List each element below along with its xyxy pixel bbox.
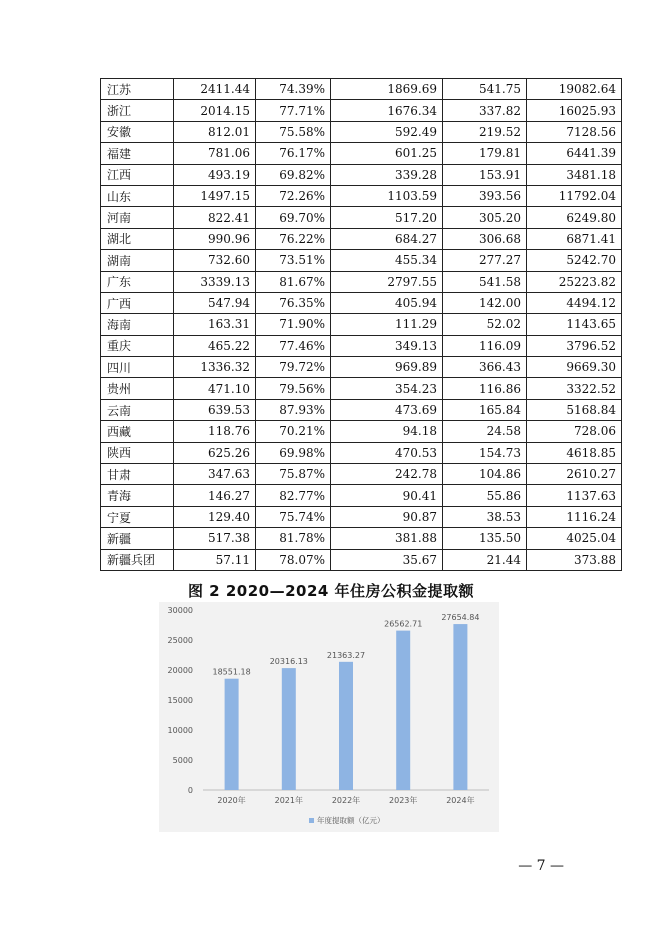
- chart-area: [159, 602, 499, 832]
- value-cell: 69.98%: [256, 442, 331, 463]
- value-cell: 969.89: [331, 357, 443, 378]
- region-cell: 海南: [101, 314, 174, 335]
- value-cell: 129.40: [174, 506, 256, 527]
- value-cell: 35.67: [331, 549, 443, 570]
- value-cell: 732.60: [174, 250, 256, 271]
- value-cell: 470.53: [331, 442, 443, 463]
- table-row: [101, 228, 622, 249]
- value-cell: 373.88: [527, 549, 622, 570]
- value-cell: 165.84: [443, 399, 527, 420]
- value-cell: 179.81: [443, 143, 527, 164]
- bar: [225, 679, 239, 790]
- value-cell: 7128.56: [527, 121, 622, 142]
- region-cell: 福建: [101, 143, 174, 164]
- y-tick-label: 5000: [172, 756, 193, 765]
- bar: [339, 662, 353, 790]
- value-cell: 57.11: [174, 549, 256, 570]
- region-cell: 浙江: [101, 100, 174, 121]
- value-cell: 142.00: [443, 292, 527, 313]
- region-cell: 广西: [101, 292, 174, 313]
- value-cell: 76.17%: [256, 143, 331, 164]
- value-cell: 55.86: [443, 485, 527, 506]
- value-cell: 990.96: [174, 228, 256, 249]
- bar: [453, 624, 467, 790]
- value-cell: 465.22: [174, 335, 256, 356]
- value-cell: 154.73: [443, 442, 527, 463]
- value-cell: 72.26%: [256, 185, 331, 206]
- region-cell: 湖南: [101, 250, 174, 271]
- value-cell: 601.25: [331, 143, 443, 164]
- value-cell: 473.69: [331, 399, 443, 420]
- value-cell: 547.94: [174, 292, 256, 313]
- value-cell: 4025.04: [527, 528, 622, 549]
- value-cell: 90.41: [331, 485, 443, 506]
- table-row: [101, 528, 622, 549]
- value-cell: 71.90%: [256, 314, 331, 335]
- value-cell: 77.71%: [256, 100, 331, 121]
- table-row: [101, 442, 622, 463]
- value-cell: 111.29: [331, 314, 443, 335]
- region-cell: 贵州: [101, 378, 174, 399]
- region-cell: 广东: [101, 271, 174, 292]
- region-cell: 湖北: [101, 228, 174, 249]
- x-tick-label: 2020年: [217, 796, 246, 805]
- region-cell: 河南: [101, 207, 174, 228]
- value-cell: 76.22%: [256, 228, 331, 249]
- value-cell: 163.31: [174, 314, 256, 335]
- value-cell: 75.58%: [256, 121, 331, 142]
- x-tick-label: 2024年: [446, 796, 475, 805]
- value-cell: 781.06: [174, 143, 256, 164]
- value-cell: 812.01: [174, 121, 256, 142]
- value-cell: 9669.30: [527, 357, 622, 378]
- y-tick-label: 25000: [167, 636, 193, 645]
- table-row: [101, 79, 622, 100]
- table-row: [101, 143, 622, 164]
- value-cell: 77.46%: [256, 335, 331, 356]
- value-cell: 3339.13: [174, 271, 256, 292]
- value-cell: 337.82: [443, 100, 527, 121]
- data-label: 26562.71: [384, 619, 423, 629]
- region-cell: 江西: [101, 164, 174, 185]
- value-cell: 118.76: [174, 421, 256, 442]
- value-cell: 822.41: [174, 207, 256, 228]
- region-cell: 新疆兵团: [101, 549, 174, 570]
- table-row: [101, 485, 622, 506]
- value-cell: 242.78: [331, 464, 443, 485]
- region-cell: 重庆: [101, 335, 174, 356]
- value-cell: 493.19: [174, 164, 256, 185]
- region-cell: 云南: [101, 399, 174, 420]
- table-row: [101, 335, 622, 356]
- value-cell: 6871.41: [527, 228, 622, 249]
- table-row: [101, 421, 622, 442]
- table-row: [101, 164, 622, 185]
- value-cell: 1497.15: [174, 185, 256, 206]
- value-cell: 639.53: [174, 399, 256, 420]
- table-row: [101, 314, 622, 335]
- value-cell: 1143.65: [527, 314, 622, 335]
- value-cell: 2411.44: [174, 79, 256, 100]
- x-tick-label: 2022年: [331, 796, 361, 805]
- bar-chart: [159, 602, 499, 832]
- value-cell: 3481.18: [527, 164, 622, 185]
- value-cell: 69.70%: [256, 207, 331, 228]
- value-cell: 75.74%: [256, 506, 331, 527]
- figure-title: 图 2 2020—2024 年住房公积金提取额: [187, 582, 475, 600]
- table-row: [101, 399, 622, 420]
- value-cell: 2610.27: [527, 464, 622, 485]
- value-cell: 339.28: [331, 164, 443, 185]
- value-cell: 116.09: [443, 335, 527, 356]
- value-cell: 11792.04: [527, 185, 622, 206]
- page-number: — 7 —: [518, 858, 564, 874]
- table-row: [101, 506, 622, 527]
- y-tick-label: 20000: [167, 666, 193, 675]
- value-cell: 38.53: [443, 506, 527, 527]
- value-cell: 74.39%: [256, 79, 331, 100]
- value-cell: 305.20: [443, 207, 527, 228]
- table-row: [101, 250, 622, 271]
- value-cell: 405.94: [331, 292, 443, 313]
- value-cell: 347.63: [174, 464, 256, 485]
- value-cell: 517.20: [331, 207, 443, 228]
- region-cell: 安徽: [101, 121, 174, 142]
- region-cell: 山东: [101, 185, 174, 206]
- value-cell: 1336.32: [174, 357, 256, 378]
- table-row: [101, 357, 622, 378]
- value-cell: 1676.34: [331, 100, 443, 121]
- data-table: [100, 78, 622, 571]
- value-cell: 75.87%: [256, 464, 331, 485]
- value-cell: 78.07%: [256, 549, 331, 570]
- value-cell: 349.13: [331, 335, 443, 356]
- table-row: [101, 185, 622, 206]
- value-cell: 541.58: [443, 271, 527, 292]
- value-cell: 19082.64: [527, 79, 622, 100]
- value-cell: 2014.15: [174, 100, 256, 121]
- data-label: 27654.84: [441, 613, 480, 623]
- region-cell: 青海: [101, 485, 174, 506]
- value-cell: 16025.93: [527, 100, 622, 121]
- value-cell: 146.27: [174, 485, 256, 506]
- region-cell: 陕西: [101, 442, 174, 463]
- data-label: 20316.13: [269, 657, 308, 667]
- x-tick-label: 2023年: [389, 796, 418, 805]
- value-cell: 79.72%: [256, 357, 331, 378]
- value-cell: 24.58: [443, 421, 527, 442]
- value-cell: 82.77%: [256, 485, 331, 506]
- region-cell: 四川: [101, 357, 174, 378]
- value-cell: 94.18: [331, 421, 443, 442]
- value-cell: 25223.82: [527, 271, 622, 292]
- value-cell: 3796.52: [527, 335, 622, 356]
- value-cell: 306.68: [443, 228, 527, 249]
- x-tick-label: 2021年: [274, 796, 303, 805]
- value-cell: 104.86: [443, 464, 527, 485]
- table-row: [101, 121, 622, 142]
- table-row: [101, 292, 622, 313]
- value-cell: 381.88: [331, 528, 443, 549]
- bar: [282, 668, 296, 790]
- value-cell: 52.02: [443, 314, 527, 335]
- value-cell: 76.35%: [256, 292, 331, 313]
- table-row: [101, 549, 622, 570]
- value-cell: 79.56%: [256, 378, 331, 399]
- value-cell: 3322.52: [527, 378, 622, 399]
- value-cell: 116.86: [443, 378, 527, 399]
- table-row: [101, 271, 622, 292]
- y-tick-label: 0: [187, 786, 193, 795]
- value-cell: 90.87: [331, 506, 443, 527]
- legend-swatch: [309, 818, 314, 823]
- value-cell: 1869.69: [331, 79, 443, 100]
- value-cell: 354.23: [331, 378, 443, 399]
- value-cell: 69.82%: [256, 164, 331, 185]
- value-cell: 6441.39: [527, 143, 622, 164]
- legend-label: 年度提取额（亿元）: [317, 816, 385, 825]
- table-row: [101, 464, 622, 485]
- value-cell: 471.10: [174, 378, 256, 399]
- value-cell: 153.91: [443, 164, 527, 185]
- y-tick-label: 30000: [167, 606, 193, 615]
- value-cell: 1103.59: [331, 185, 443, 206]
- value-cell: 1116.24: [527, 506, 622, 527]
- y-tick-label: 10000: [167, 726, 193, 735]
- value-cell: 4618.85: [527, 442, 622, 463]
- value-cell: 455.34: [331, 250, 443, 271]
- value-cell: 219.52: [443, 121, 527, 142]
- value-cell: 393.56: [443, 185, 527, 206]
- value-cell: 87.93%: [256, 399, 331, 420]
- value-cell: 541.75: [443, 79, 527, 100]
- value-cell: 4494.12: [527, 292, 622, 313]
- y-tick-label: 15000: [167, 696, 193, 705]
- region-cell: 西藏: [101, 421, 174, 442]
- value-cell: 135.50: [443, 528, 527, 549]
- value-cell: 5168.84: [527, 399, 622, 420]
- region-cell: 新疆: [101, 528, 174, 549]
- region-cell: 甘肃: [101, 464, 174, 485]
- value-cell: 592.49: [331, 121, 443, 142]
- data-label: 21363.27: [326, 650, 366, 660]
- value-cell: 6249.80: [527, 207, 622, 228]
- value-cell: 81.67%: [256, 271, 331, 292]
- value-cell: 2797.55: [331, 271, 443, 292]
- data-label: 18551.18: [212, 667, 251, 677]
- value-cell: 684.27: [331, 228, 443, 249]
- bar: [396, 631, 410, 790]
- value-cell: 21.44: [443, 549, 527, 570]
- region-cell: 江苏: [101, 79, 174, 100]
- value-cell: 81.78%: [256, 528, 331, 549]
- table-row: [101, 100, 622, 121]
- value-cell: 625.26: [174, 442, 256, 463]
- value-cell: 1137.63: [527, 485, 622, 506]
- table-row: [101, 378, 622, 399]
- value-cell: 366.43: [443, 357, 527, 378]
- value-cell: 70.21%: [256, 421, 331, 442]
- value-cell: 728.06: [527, 421, 622, 442]
- value-cell: 517.38: [174, 528, 256, 549]
- table-row: [101, 207, 622, 228]
- value-cell: 73.51%: [256, 250, 331, 271]
- region-cell: 宁夏: [101, 506, 174, 527]
- value-cell: 5242.70: [527, 250, 622, 271]
- value-cell: 277.27: [443, 250, 527, 271]
